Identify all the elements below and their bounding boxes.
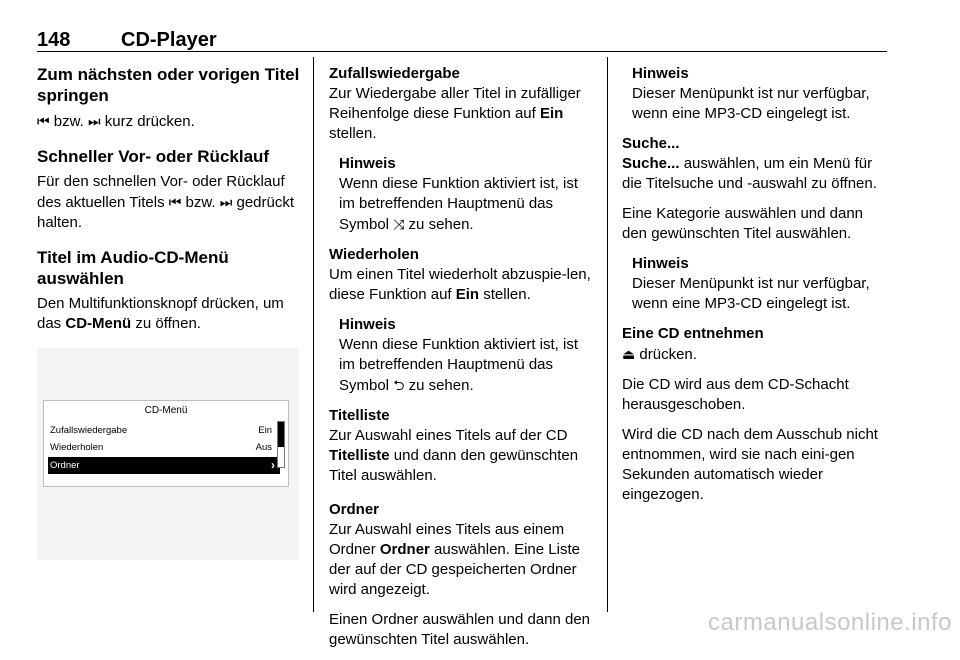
column-3 (622, 64, 890, 515)
note-title: Hinweis (339, 316, 396, 333)
paragraph-seek: Für den schnellen Vor- oder Rücklauf des aktuellen Titels ⏮ bzw. ⏭ gedrückt halten. (37, 173, 295, 231)
page-header (37, 29, 887, 51)
paragraph-repeat: Um einen Titel wiederholt abzuspie-len, diese Funktion auf Ein stellen. (329, 266, 591, 303)
shuffle-icon: ⤨ (393, 216, 405, 232)
prev-track-icon: ⏮ (37, 113, 50, 129)
heading-repeat: Wiederholen (329, 246, 419, 263)
paragraph-search-2: Eine Kategorie auswählen und dann den gewünschten Titel auswählen. (622, 205, 864, 242)
heading-search: Suche... (622, 135, 680, 152)
paragraph-cd-menu: Den Multifunktionsknopf drücken, um das CD-Menü zu öffnen. (37, 295, 284, 332)
heading-random: Zufallswiedergabe (329, 65, 460, 82)
paragraph-folder-2: Einen Ordner auswählen und dann den gewünschten Titel auswählen. (329, 611, 591, 648)
heading-eject: Eine CD entnehmen (622, 325, 764, 342)
watermark: carmanualsonline.info (708, 609, 952, 636)
note-title: Hinweis (339, 155, 396, 172)
heading-cd-menu: Titel im Audio-CD-Menü auswählen (37, 248, 229, 288)
page-number: 148 (37, 29, 71, 51)
note-title: Hinweis (632, 65, 689, 82)
column-divider-1 (313, 57, 314, 612)
screen-title: CD-Menü (144, 405, 188, 416)
paragraph-eject-3: Wird die CD nach dem Ausschub nicht entnommen, wird sie nach eini-gen Sekunden automatisch wieder eingezogen. (622, 426, 878, 503)
paragraph-skip: ⏮ bzw. ⏭ kurz drücken. (37, 113, 195, 130)
note-repeat: Hinweis Wenn diese Funktion aktiviert ist, ist im betreffenden Hauptmenü das Symbol ⮌ zu sehen. (329, 315, 597, 396)
next-track-icon: ⏭ (87, 113, 101, 129)
section-title: CD-Player (121, 29, 217, 51)
note-mp3-2: Hinweis Dieser Menüpunkt ist nur verfügbar, wenn eine MP3-CD eingelegt ist. (622, 254, 890, 314)
repeat-icon: ⮌ (393, 377, 405, 393)
eject-icon: ⏏ (622, 346, 636, 362)
menu-row-random[interactable]: Zufallswiedergabe Ein (50, 425, 272, 436)
chevron-right-icon: › (271, 458, 275, 472)
menu-row-repeat[interactable]: Wiederholen Aus (50, 442, 272, 453)
scrollbar-thumb[interactable] (278, 422, 284, 447)
heading-folder: Ordner (329, 501, 380, 518)
note-title: Hinweis (632, 255, 689, 272)
heading-track-list: Titelliste (329, 407, 390, 424)
column-divider-2 (607, 57, 608, 612)
paragraph-eject-2: Die CD wird aus dem CD-Schacht herausgeschoben. (622, 376, 849, 413)
column-2 (329, 64, 597, 660)
note-random: Hinweis Wenn diese Funktion aktiviert ist, ist im betreffenden Hauptmenü das Symbol ⤨ zu sehen. (329, 154, 597, 235)
column-1 (37, 64, 302, 560)
heading-skip-track: Zum nächsten oder vorigen Titel springen (37, 65, 300, 105)
rewind-icon: ⏮ (168, 194, 182, 210)
paragraph-search: Suche... auswählen, um ein Menü für die Titelsuche und -auswahl zu öffnen. (622, 155, 877, 192)
paragraph-folder: Zur Auswahl eines Titels aus einem Ordner Ordner auswählen. Eine Liste der auf der CD gespeicherten Ordner wird angezeigt. (329, 521, 580, 598)
fast-forward-icon: ⏭ (219, 194, 233, 210)
paragraph-track-list: Zur Auswahl eines Titels auf der CD Titelliste und dann den gewünschten Titel auswählen. (329, 427, 579, 484)
heading-seek: Schneller Vor- oder Rücklauf (37, 147, 270, 166)
cd-menu-figure (37, 348, 299, 560)
cd-menu-screen (43, 400, 289, 487)
menu-scrollbar[interactable] (277, 421, 285, 468)
paragraph-eject: ⏏ drücken. (622, 346, 697, 363)
menu-row-folder[interactable]: Ordner › (48, 457, 280, 474)
header-rule (37, 51, 887, 52)
paragraph-random: Zur Wiedergabe aller Titel in zufälliger Reihenfolge diese Funktion auf Ein stellen. (329, 85, 581, 142)
note-mp3-1: Hinweis Dieser Menüpunkt ist nur verfügbar, wenn eine MP3-CD eingelegt ist. (622, 64, 890, 124)
